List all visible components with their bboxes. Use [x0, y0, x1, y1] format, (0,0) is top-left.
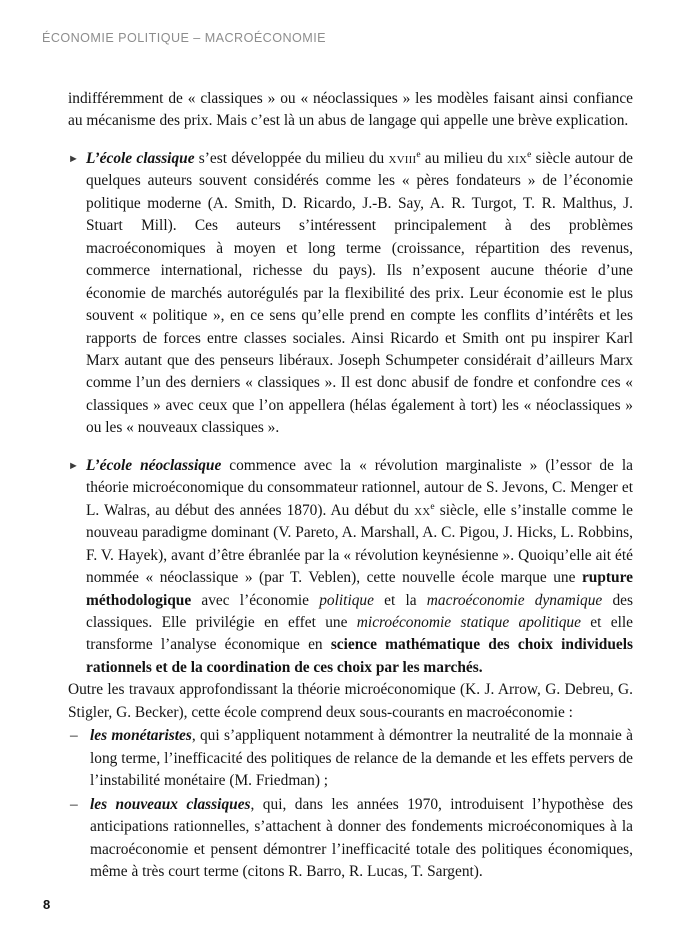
subcurrents-list: [68, 725, 633, 883]
page-number: 8: [43, 897, 51, 912]
century-xx-ordinal: e: [430, 500, 435, 512]
century-xix: xix: [506, 149, 528, 167]
classical-school-lead-in: L’école classique: [86, 149, 195, 167]
text-column: [68, 88, 633, 883]
neoclassical-school-run-1: commence avec la « révolution marginaliste » (l’essor de la théorie microéconomique du consommateur rationnel, autour de S. Jevons, C. Menger et L. Walras, au début des années 1870). Au début du: [86, 456, 634, 519]
neoclassical-school-run-6: et elle transforme l’analyse économique en: [86, 613, 633, 654]
list-item-monetaristes-lead-in: les monétaristes: [90, 727, 192, 745]
neoclassical-school-paragraph: [68, 455, 633, 680]
neoclassical-school-lead-in: L’école néoclassique: [86, 456, 222, 474]
emphasis-microeconomie-statique-apolitique: microéconomie statique apolitique: [356, 613, 581, 631]
neoclassical-school-run-3: avec l’économie: [191, 591, 320, 609]
subcurrents-intro-paragraph: Outre les travaux approfondissant la théorie microéconomique (K. J. Arrow, G. Debreu, G. Stigler, G. Becker), cette école comprend deux sous-courants en macroéconomie :: [68, 681, 633, 721]
triangle-bullet-icon: ►: [68, 153, 79, 166]
list-item-nouveaux-classiques-text: , qui, dans les années 1970, introduisent l’hypothèse des anticipations rationnelles, s’attachent à donner des fondements microéconomiques à la macroéconomie et pensent démontrer l’inefficacité totale des politiques économiques, même à très court terme (citons R. Barro, R. Lucas, T. Sargent).: [90, 795, 633, 880]
emphasis-macroeconomie-dynamique: macroéconomie dynamique: [426, 591, 603, 609]
intro-paragraph: indifféremment de « classiques » ou « néoclassiques » les modèles faisant ainsi confiance au mécanisme des prix. Mais c’est là un abus de langage qui appelle une brève explication.: [68, 90, 633, 130]
century-xviii: xviii: [388, 149, 417, 167]
century-xx: xx: [414, 501, 431, 519]
list-item-nouveaux-classiques-lead-in: les nouveaux classiques: [90, 795, 251, 813]
neoclassical-school-run-4: et la: [373, 591, 427, 609]
triangle-bullet-icon: ►: [68, 460, 79, 473]
list-item-monetaristes: [68, 725, 633, 792]
dash-bullet-icon: –: [70, 795, 78, 813]
emphasis-science-mathematique: science mathématique des choix individuels rationnels et de la coordination de ces choix par les marchés.: [86, 636, 633, 676]
classical-school-run-1: s’est développée du milieu du: [194, 149, 389, 167]
century-xix-ordinal: e: [527, 148, 532, 160]
list-item-nouveaux-classiques: [68, 794, 633, 884]
neoclassical-school-run-2: siècle, elle s’installe comme le nouveau paradigme dominant (V. Pareto, A. Marshall, A. C. Pigou, J. Hicks, L. Robbins, F. V. Hayek), avant d’être ébranlée par la « révolution keynésienne ». Quoiqu’elle ait été nommée « néoclassique » (par T. Veblen), cette nouvelle école marque une: [86, 501, 633, 587]
century-xviii-ordinal: e: [416, 148, 421, 160]
classical-school-run-2: au milieu du: [420, 149, 507, 167]
emphasis-rupture-methodologique: rupture méthodologique: [86, 569, 633, 609]
classical-school-paragraph: [68, 148, 633, 440]
classical-school-run-3: siècle autour de quelques auteurs souvent considérés comme les « pères fondateurs » de l’économie politique moderne (A. Smith, D. Ricardo, J.-B. Say, A. R. Turgot, T. R. Malthus, J. Stuart Mill). Ces auteurs s’intéressent principalement à des problèmes macroéconomiques à moyen et long terme (croissance, répartition des revenus, commerce international, richesse du pays). Ils n’exposent aucune théorie d’une économie de marchés autorégulés par la flexibilité des prix. Leur économie est le plus souvent « politique », en ce sens qu’elle prend en compte les conflits d’intérêts et les rapports de forces entre classes sociales. Ainsi Ricardo et Smith ont pu inspirer Karl Marx autant que des penseurs libéraux. Joseph Schumpeter considérait d’ailleurs Marx comme l’un des derniers « classiques ». Il est donc abusif de fondre et confondre ces « classiques » avec ceux que l’on appellera (hélas également à tort) les « néoclassiques » ou les « nouveaux classiques ».: [86, 149, 633, 437]
neoclassical-school-run-5: des classiques. Elle privilégie en effet une: [86, 591, 633, 631]
dash-bullet-icon: –: [70, 727, 78, 745]
emphasis-politique: politique: [319, 591, 374, 609]
running-head: ÉCONOMIE POLITIQUE – MACROÉCONOMIE: [42, 31, 326, 45]
list-item-monetaristes-text: , qui s’appliquent notamment à démontrer la neutralité de la monnaie à long terme, l’inefficacité des politiques de relance de la demande et les effets pervers de l’instabilité monétaire (M. Friedman) ;: [90, 727, 634, 790]
